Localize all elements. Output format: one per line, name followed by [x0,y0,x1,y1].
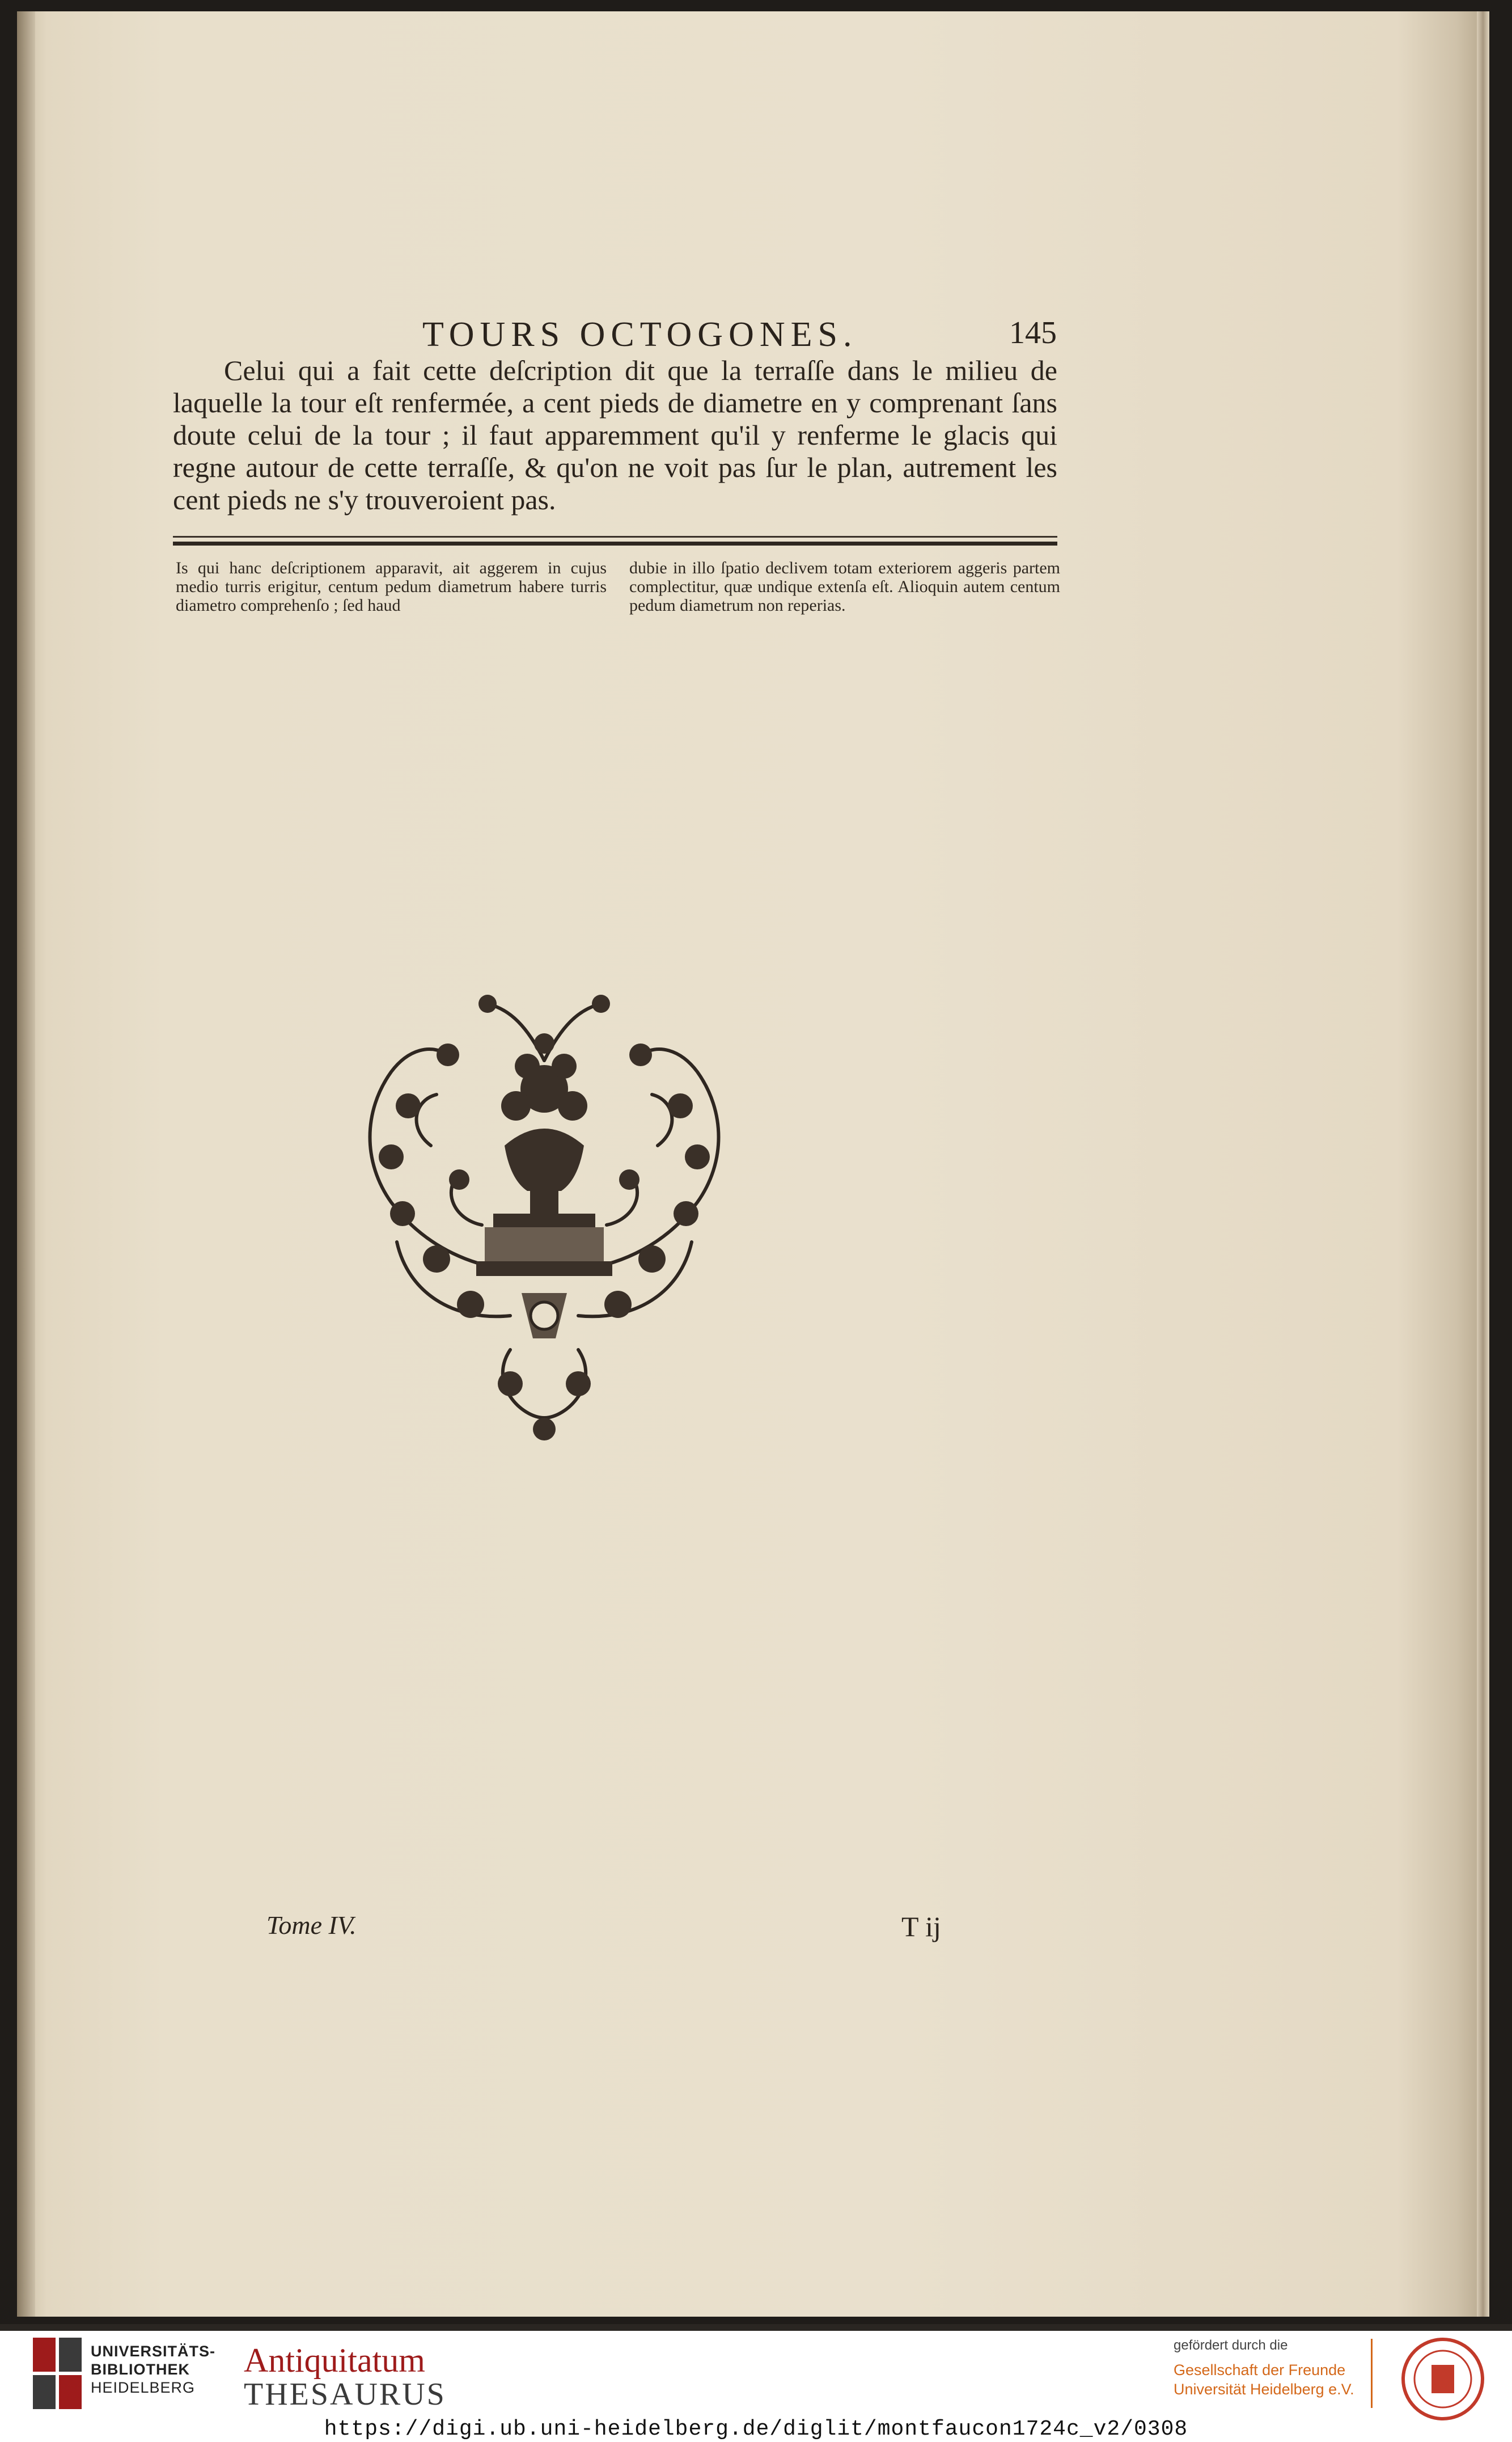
uni-line-3: HEIDELBERG [91,2379,196,2396]
society-line-1: Gesellschaft der Freunde [1174,2361,1346,2378]
volume-signature: Tome IV. [266,1911,357,1940]
collection-title: Antiquitatum [244,2342,425,2379]
uni-line-1: UNIVERSITÄTS- [91,2343,216,2360]
latin-note-left: Is qui hanc deſcriptionem apparavit, ait aggerem in cujus medio turris erigitur, centum pedum diametrum habere turris diametro comprehenſo ; ſed haud [176,559,607,615]
latin-note-right: dubie in illo ſpatio declivem totam exteriorem aggeris partem complectitur, quæ undique extenſa eſt. Alioquin autem centum pedum diametrum non reperias. [629,559,1060,615]
university-library-name [91,2342,215,2397]
funded-by-label: gefördert durch die [1174,2338,1288,2353]
running-head: TOURS OCTOGONES. [422,315,858,354]
gathering-signature: T ij [901,1911,941,1942]
divider-rule-thick [173,542,1057,546]
vase-ornament-icon [340,975,748,1446]
society-line-2: Universität Heidelberg e.V. [1174,2381,1354,2398]
collection-subtitle: THESAURUS [244,2377,446,2412]
library-banner [0,2331,1512,2442]
permalink-url[interactable]: https://digi.ub.uni-heidelberg.de/diglit/montfaucon1724c_v2/0308 [324,2417,1188,2441]
page-number: 145 [1009,315,1057,350]
latin-notes [176,559,1060,615]
uni-line-2: BIBLIOTHEK [91,2361,190,2378]
society-seal-icon [1400,2337,1485,2422]
body-paragraph: Celui qui a fait cette deſcription dit que la terraſſe dans le milieu de laquelle la tour eſt renfermée, a cent pieds de diametre en y comprenant ſans doute celui de la tour ; il faut apparemment qu'il y renferme le glacis qui regne autour de cette terraſſe, & qu'on ne voit pas ſur le plan, autrement les cent pieds ne s'y trouveroient pas. [173,354,1057,516]
banner-divider [1371,2339,1373,2408]
page-edge [1477,11,1489,2317]
divider-rule-thin [173,536,1057,538]
society-name [1174,2360,1354,2399]
university-library-logo-icon [33,2338,84,2411]
binding-gutter [17,11,35,2317]
